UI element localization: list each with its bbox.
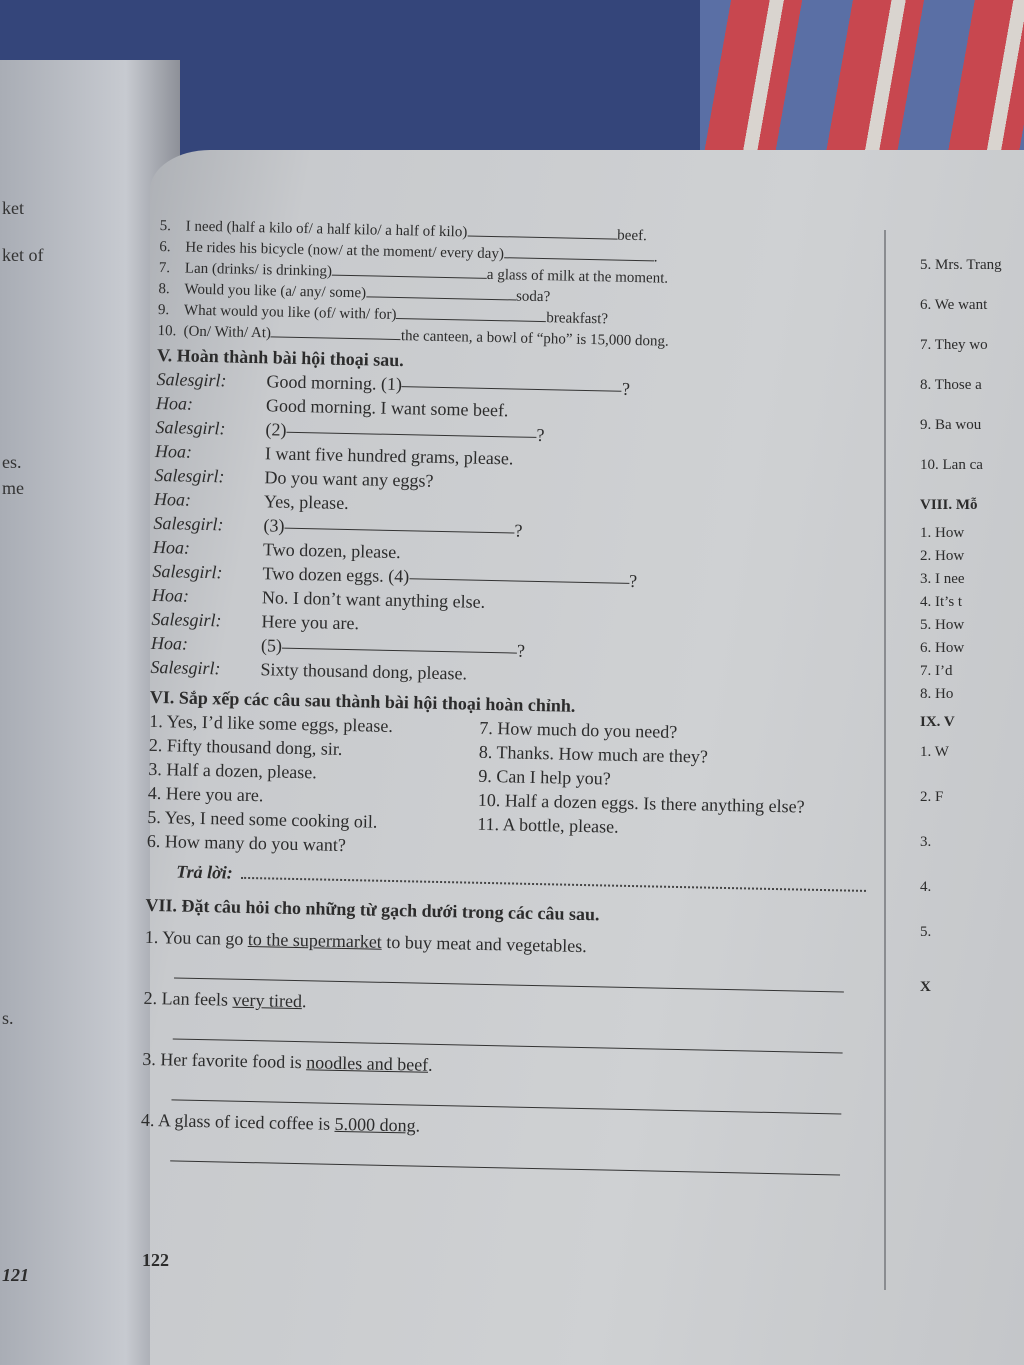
- underlined-text: to the supermarket: [247, 929, 383, 952]
- speaker: Hoa:: [153, 488, 192, 510]
- speaker: Hoa:: [152, 536, 191, 558]
- section4-list: [157, 215, 879, 356]
- next-page-column: [920, 255, 1024, 1017]
- speaker: Salesgirl:: [151, 608, 222, 631]
- list-item: 8. Ho: [920, 686, 954, 702]
- answer-blank: [332, 261, 487, 279]
- list-item: 4.: [920, 879, 932, 895]
- column-divider: [884, 230, 886, 1290]
- list-item: 6. How many do you want?: [146, 830, 347, 856]
- line-end: ?: [628, 570, 638, 592]
- question-text-end: .: [301, 991, 307, 1012]
- line-text: Here you are.: [261, 611, 360, 634]
- item-text-end: soda?: [515, 288, 551, 306]
- section6-title: VI. Sắp xếp các câu sau thành bài hội thoại hoàn chỉnh.: [149, 686, 576, 716]
- line-end: ?: [516, 640, 526, 661]
- answer-blank: [504, 243, 654, 261]
- item-text: (On/ With/ At): [183, 323, 272, 342]
- item-text-end: .: [653, 249, 658, 266]
- list-item: 9. Ba wou: [920, 417, 982, 433]
- speaker: Hoa:: [151, 584, 190, 606]
- line-text: Two dozen eggs. (4): [262, 563, 410, 587]
- item-number: 2.: [143, 987, 158, 1009]
- page-number: 122: [142, 1250, 169, 1270]
- question-item: [141, 1047, 862, 1115]
- item-text: What would you like (of/ with/ for): [183, 302, 397, 323]
- answer-blank: [396, 304, 546, 322]
- item-text: Would you like (a/ any/ some): [184, 281, 367, 302]
- speaker: Salesgirl:: [150, 656, 221, 679]
- list-item: 3.: [920, 834, 932, 850]
- speaker: Salesgirl:: [155, 416, 226, 439]
- answer-blank: [271, 322, 401, 340]
- line-end: ?: [536, 424, 545, 446]
- question-item: [143, 986, 864, 1054]
- speaker: Salesgirl:: [154, 464, 225, 487]
- underlined-text: noodles and beef: [306, 1052, 429, 1075]
- sentence-columns: [147, 709, 870, 868]
- item-text-end: breakfast?: [546, 310, 609, 328]
- left-edge-text: ket of: [2, 245, 44, 265]
- section7-title: VII. Đặt câu hỏi cho những từ gạch dưới trong các câu sau.: [145, 894, 600, 925]
- underlined-text: 5.000 dong: [334, 1113, 416, 1136]
- list-item: 11. A bottle, please.: [477, 813, 619, 837]
- item-number: 9.: [157, 301, 170, 319]
- dotted-answer-blank: [241, 863, 867, 892]
- list-item: 7. I’d: [920, 663, 953, 679]
- list-item: 5. Mrs. Trang: [920, 257, 1002, 273]
- speaker: Hoa:: [154, 440, 193, 462]
- speaker: Salesgirl:: [152, 560, 223, 583]
- item-text: He rides his bicycle (now/ at the moment/ every day): [185, 239, 505, 263]
- line-end: ?: [514, 520, 523, 541]
- speaker: Hoa:: [155, 392, 194, 414]
- list-item: 7. They wo: [920, 337, 988, 353]
- item-number: 5.: [159, 217, 172, 235]
- list-item: 5.: [920, 924, 932, 940]
- item-number: 4.: [140, 1109, 155, 1131]
- item-number: 8.: [158, 280, 170, 298]
- question-text: Lan feels: [161, 988, 233, 1010]
- item-text: Lan (drinks/ is drinking): [184, 260, 333, 280]
- sentence-column-left: [147, 709, 480, 860]
- list-item: 10. Half a dozen eggs. Is there anything else?: [477, 789, 805, 817]
- line-text: Do you want any eggs?: [264, 467, 434, 491]
- item-number: 3.: [142, 1048, 157, 1070]
- speaker: Salesgirl:: [156, 368, 227, 391]
- list-item: 8. Thanks. How much are they?: [478, 741, 709, 767]
- item-number: 1.: [144, 926, 159, 948]
- line-text: No. I don’t want anything else.: [261, 587, 486, 612]
- answer-blank: [409, 564, 629, 584]
- answer-blank: [467, 221, 617, 239]
- item-number: 10.: [157, 322, 177, 340]
- line-text: Good morning. (1): [266, 371, 403, 395]
- item-number: 6.: [159, 238, 171, 256]
- list-item: 1. Yes, I’d like some eggs, please.: [149, 710, 394, 736]
- line-text: (2): [265, 419, 287, 440]
- line-text: (3): [263, 515, 285, 536]
- list-item: 2. F: [920, 789, 944, 805]
- left-edge-text: s.: [2, 1008, 14, 1028]
- line-text: Good morning. I want some beef.: [265, 395, 509, 421]
- line-text: Sixty thousand dong, please.: [260, 659, 468, 684]
- line-text: (5): [260, 635, 283, 656]
- list-item: 2. Fifty thousand dong, sir.: [148, 734, 343, 759]
- list-item: 1. How: [920, 525, 965, 541]
- section5-title: V. Hoàn thành bài hội thoại sau.: [156, 344, 404, 371]
- speaker: Hoa:: [150, 632, 189, 654]
- section-heading: IX. V: [920, 714, 955, 730]
- item-number: 7.: [158, 259, 171, 277]
- left-edge-text: ket: [2, 198, 24, 218]
- speaker: Salesgirl:: [153, 512, 224, 535]
- list-item: 9. Can I help you?: [478, 765, 611, 789]
- question-text-end: .: [427, 1054, 433, 1075]
- list-item: 2. How: [920, 548, 965, 564]
- answer-blank: [366, 282, 516, 300]
- list-item: 1. W: [920, 744, 949, 760]
- answer-label: Trả lời:: [176, 861, 233, 883]
- item-text-end: beef.: [617, 227, 647, 245]
- sentence-column-right: [477, 716, 870, 868]
- left-page-number: 121: [2, 1265, 29, 1285]
- line-text: I want five hundred grams, please.: [264, 443, 514, 469]
- question-text: A glass of iced coffee is: [157, 1110, 335, 1134]
- question-text-end: .: [415, 1115, 421, 1136]
- list-item: 8. Those a: [920, 377, 982, 393]
- left-edge-text: es.: [2, 452, 22, 472]
- left-edge-text: me: [2, 478, 24, 498]
- list-item: 4. Here you are.: [147, 782, 264, 806]
- question-text: Her favorite food is: [160, 1049, 307, 1073]
- list-item: 6. How: [920, 640, 965, 656]
- list-item: 7. How much do you need?: [479, 717, 678, 742]
- question-text: You can go: [162, 927, 249, 949]
- list-item: 5. How: [920, 617, 965, 633]
- line-end: ?: [621, 378, 631, 399]
- dialogue: [150, 367, 876, 694]
- underlined-text: very tired: [232, 989, 303, 1012]
- list-item: 5. Yes, I need some cooking oil.: [147, 806, 378, 832]
- list-item: 4. It’s t: [920, 594, 963, 610]
- item-text-end: a glass of milk at the moment.: [486, 266, 669, 287]
- list-item: 3. I nee: [920, 571, 965, 587]
- list-item: 3. Half a dozen, please.: [148, 758, 318, 783]
- list-item: 6. We want: [920, 297, 988, 313]
- item-text-end: the canteen, a bowl of “pho” is 15,000 dong.: [400, 328, 669, 350]
- section-heading: X: [920, 979, 931, 995]
- section-heading: VIII. Mỗ: [920, 497, 978, 513]
- question-text-end: to buy meat and vegetables.: [381, 931, 587, 957]
- page-content: [140, 215, 880, 1176]
- answer-blank: [402, 372, 622, 392]
- list-item: 10. Lan ca: [920, 457, 983, 473]
- item-text: I need (half a kilo of/ a half kilo/ a half of kilo): [185, 218, 468, 241]
- line-text: Yes, please.: [263, 491, 349, 514]
- line-text: Two dozen, please.: [262, 539, 401, 563]
- question-item: [144, 925, 865, 993]
